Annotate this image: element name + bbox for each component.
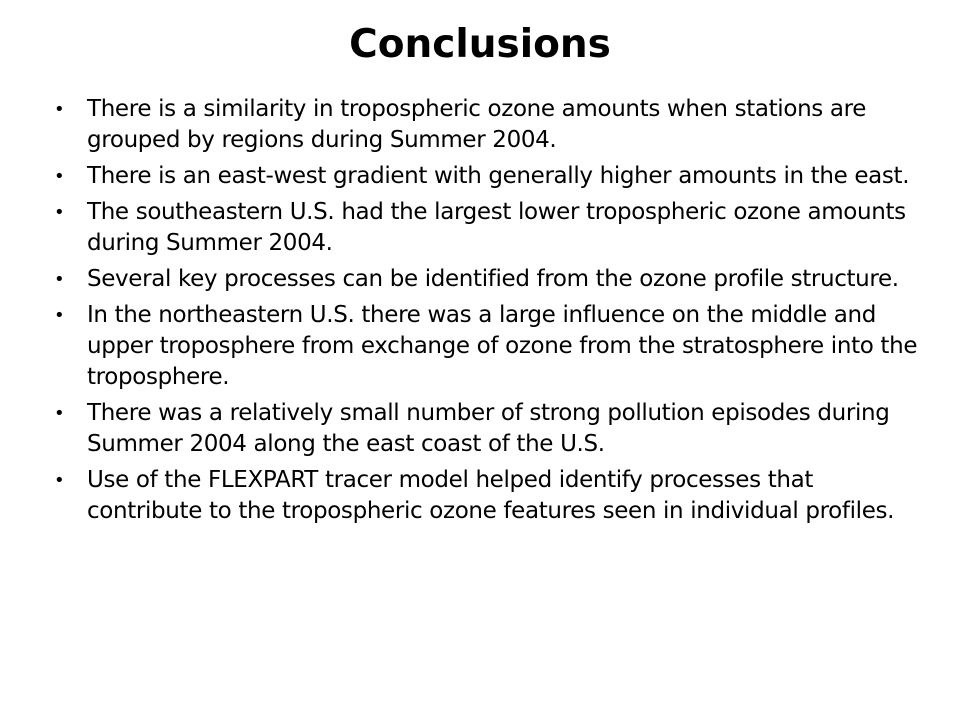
bullet-item (48, 197, 928, 259)
bullet-text: There is a similarity in tropospheric ozone amounts when stations are grouped by regions during Summer 2004. (87, 96, 867, 153)
bullet-item (48, 94, 928, 156)
bullet-text: There was a relatively small number of strong pollution episodes during Summer 2004 along the east coast of the U.S. (87, 400, 890, 457)
bullet-icon: • (54, 202, 65, 223)
bullet-icon: • (54, 269, 65, 290)
bullet-item (48, 161, 928, 192)
bullet-icon: • (54, 99, 65, 120)
bullet-list (48, 94, 928, 532)
bullet-icon: • (54, 470, 65, 491)
bullet-text: The southeastern U.S. had the largest lower tropospheric ozone amounts during Summer 2004. (87, 199, 906, 256)
bullet-item (48, 300, 928, 393)
bullet-icon: • (54, 403, 65, 424)
bullet-text: There is an east-west gradient with generally higher amounts in the east. (87, 163, 910, 189)
slide-title: Conclusions (349, 22, 611, 67)
bullet-icon: • (54, 305, 65, 326)
bullet-text: Several key processes can be identified from the ozone profile structure. (87, 266, 899, 292)
bullet-text: Use of the FLEXPART tracer model helped identify processes that contribute to the tropospheric ozone features seen in individual profiles. (87, 467, 895, 524)
bullet-item (48, 264, 928, 295)
bullet-item (48, 398, 928, 460)
bullet-icon: • (54, 166, 65, 187)
bullet-item (48, 465, 928, 527)
bullet-text: In the northeastern U.S. there was a large influence on the middle and upper troposphere from exchange of ozone from the stratosphere into the troposphere. (87, 302, 918, 390)
